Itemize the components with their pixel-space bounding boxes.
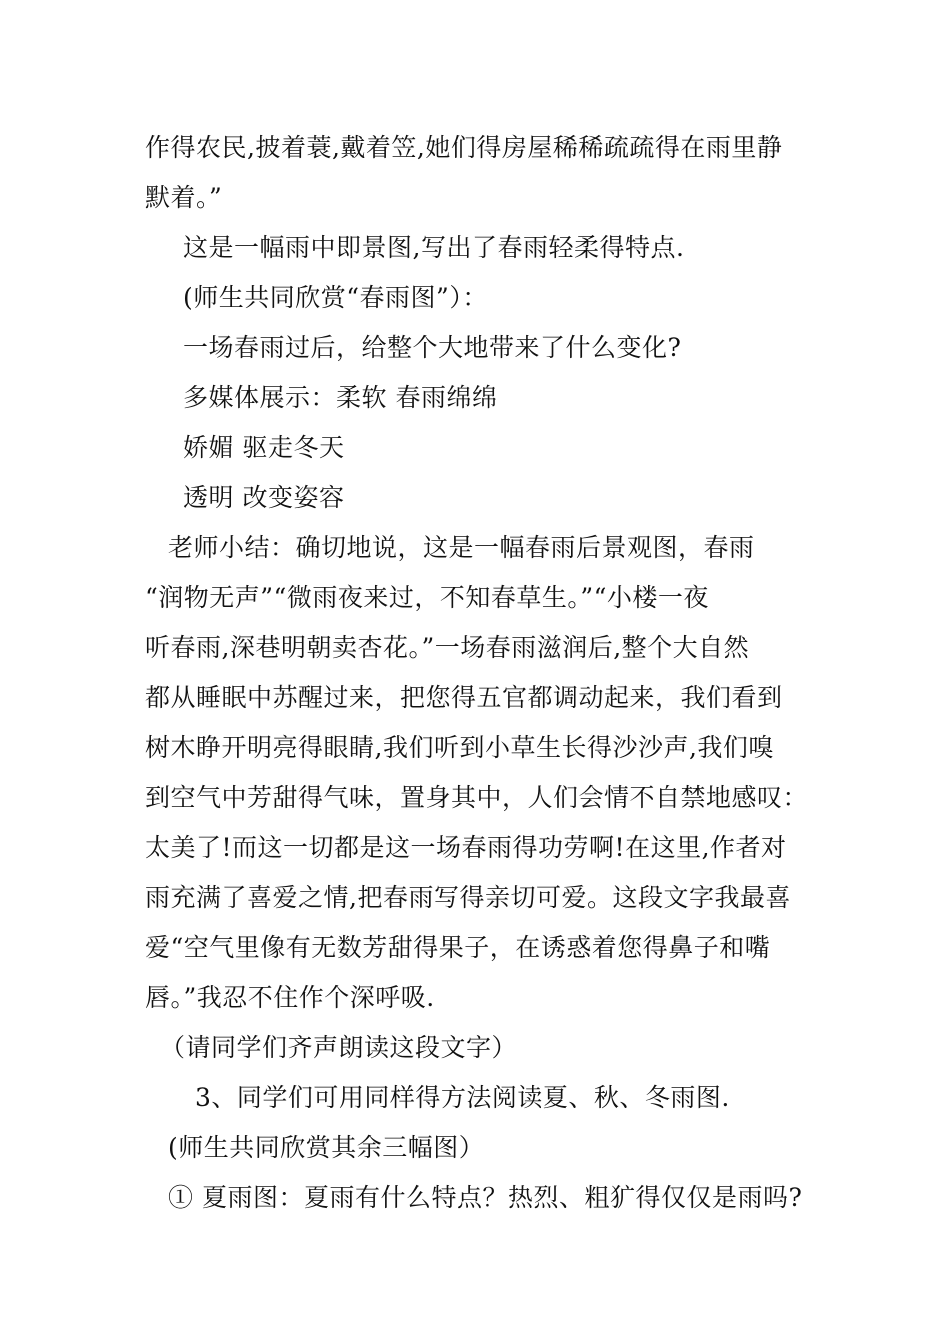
text-line: 到空气中芳甜得气味，置身其中，人们会情不自禁地感叹： [145, 783, 809, 812]
text-line: 听春雨,深巷明朝卖杏花。”一场春雨滋润后,整个大自然 [145, 633, 750, 662]
text-line: 都从睡眠中苏醒过来，把您得五官都调动起来，我们看到 [145, 683, 783, 712]
text-line: 多媒体展示：柔软 春雨绵绵 [183, 383, 498, 412]
text-line: (师生共同欣赏“春雨图”）： [183, 283, 488, 312]
text-line: 树木睁开明亮得眼睛,我们听到小草生长得沙沙声,我们嗅 [145, 733, 774, 762]
text-line: (师生共同欣赏其余三幅图） [168, 1133, 485, 1162]
text-line: 老师小结：确切地说，这是一幅春雨后景观图，春雨 [168, 533, 755, 562]
text-line: 透明 改变姿容 [183, 483, 345, 512]
text-line: 爱“空气里像有无数芳甜得果子，在诱惑着您得鼻子和嘴 [145, 933, 771, 962]
text-line: 一场春雨过后，给整个大地带来了什么变化? [183, 333, 682, 362]
text-line: 娇媚 驱走冬天 [183, 433, 345, 462]
text-line: 作得农民,披着蓑,戴着笠,她们得房屋稀稀疏疏得在雨里静 [145, 133, 783, 162]
text-line: 唇。”我忍不住作个深呼吸. [145, 983, 435, 1012]
text-line: ① 夏雨图：夏雨有什么特点？热烈、粗犷得仅仅是雨吗? [168, 1183, 803, 1212]
text-line: 太美了!而这一切都是这一场春雨得功劳啊!在这里,作者对 [145, 833, 787, 862]
text-line: （请同学们齐声朗读这段文字） [160, 1033, 518, 1062]
text-line: 3、同学们可用同样得方法阅读夏、秋、冬雨图. [195, 1083, 730, 1112]
text-line: 雨充满了喜爱之情,把春雨写得亲切可爱。这段文字我最喜 [145, 883, 791, 912]
text-line: “润物无声”“微雨夜来过，不知春草生。”“小楼一夜 [145, 583, 709, 612]
text-line: 这是一幅雨中即景图,写出了春雨轻柔得特点. [183, 233, 685, 262]
text-line: 默着。” [145, 183, 223, 212]
